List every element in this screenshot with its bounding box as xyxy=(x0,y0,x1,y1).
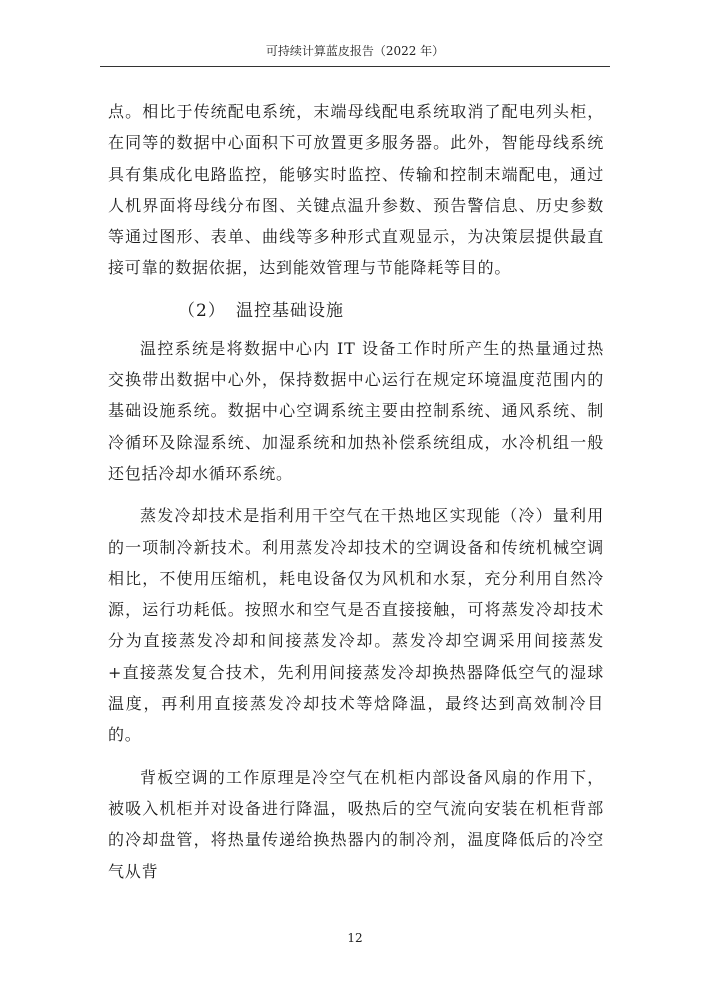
section-number: （2） xyxy=(178,300,226,321)
body-paragraph-continued: 点。相比于传统配电系统，末端母线配电系统取消了配电列头柜，在同等的数据中心面积下可放置更多服务器。此外，智能母线系统具有集成化电路监控，能够实时监控、传输和控制末端配电，通过人机界面将母线分布图、关键点温升参数、预告警信息、历史参数等通过图形、表单、曲线等多种形式直观显示，为决策层提供最直接可靠的数据依据，达到能效管理与节能降耗等目的。 xyxy=(108,102,604,278)
section-title: 温控基础设施 xyxy=(236,300,344,321)
header-divider xyxy=(100,66,610,67)
body-paragraph: 温控系统是将数据中心内 IT 设备工作时所产生的热量通过热交换带出数据中心外，保持数据中心运行在规定环境温度范围内的基础设施系统。数据中心空调系统主要由控制系统、通风系统、制冷循环及除湿系统、加湿系统和加热补偿系统组成，水冷机组一般还包括冷却水循环系统。 xyxy=(108,338,604,483)
page-body xyxy=(108,96,604,898)
page-number: 12 xyxy=(347,931,363,945)
section-heading xyxy=(108,295,604,327)
body-paragraph: 蒸发冷却技术是指利用干空气在干热地区实现能（冷）量利用的一项制冷新技术。利用蒸发冷却技术的空调设备和传统机械空调相比，不使用压缩机，耗电设备仅为风机和水泵，充分利用自然冷源，运行功耗低。按照水和空气是否直接接触，可将蒸发冷却技术分为直接蒸发冷却和间接蒸发冷却。蒸发冷却空调采用间接蒸发+直接蒸发复合技术，先利用间接蒸发冷却换热器降低空气的湿球温度，再利用直接蒸发冷却技术等焓降温，最终达到高效制冷目的。 xyxy=(108,506,604,745)
body-paragraph: 背板空调的工作原理是冷空气在机柜内部设备风扇的作用下，被吸入机柜并对设备进行降温，吸热后的空气流向安装在机柜背部的冷却盘管，将热量传递给换热器内的制冷剂，温度降低后的冷空气从背 xyxy=(108,767,604,881)
page-header: 可持续计算蓝皮报告（2022 年） xyxy=(265,44,445,58)
